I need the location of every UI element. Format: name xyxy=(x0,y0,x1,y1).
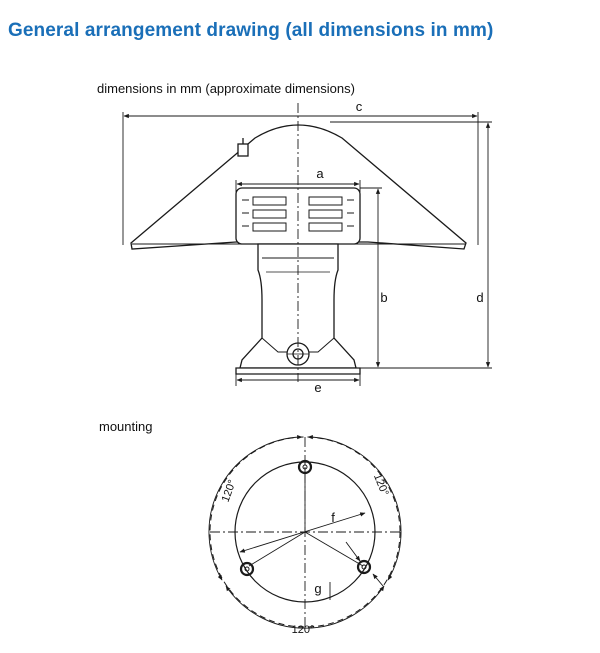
siren-side-view xyxy=(131,103,466,382)
label-c: c xyxy=(355,99,363,114)
label-b: b xyxy=(380,290,388,305)
mounting-plan-view xyxy=(209,437,401,630)
angle-label-top-left: 120° xyxy=(219,478,239,504)
angle-label-top-right: 120° xyxy=(370,472,391,498)
dim-line-f xyxy=(240,513,365,552)
mounting-hole-right xyxy=(358,561,370,573)
label-g: g xyxy=(314,581,322,596)
page-title: General arrangement drawing (all dimensions in mm) xyxy=(8,20,494,41)
label-d: d xyxy=(476,290,484,305)
mounting-caption: mounting xyxy=(99,419,153,434)
dim-line-g xyxy=(346,542,360,561)
label-a: a xyxy=(316,166,324,181)
dimensions-caption: dimensions in mm (approximate dimensions) xyxy=(97,81,355,96)
angle-arc-top-left xyxy=(209,437,302,580)
label-e: e xyxy=(314,380,322,395)
angle-arc-top-right xyxy=(308,437,401,580)
mounting-hole-left xyxy=(241,563,253,575)
label-f: f xyxy=(331,510,335,525)
lifting-lug xyxy=(238,138,248,156)
angle-label-bottom: 120° xyxy=(291,624,315,636)
